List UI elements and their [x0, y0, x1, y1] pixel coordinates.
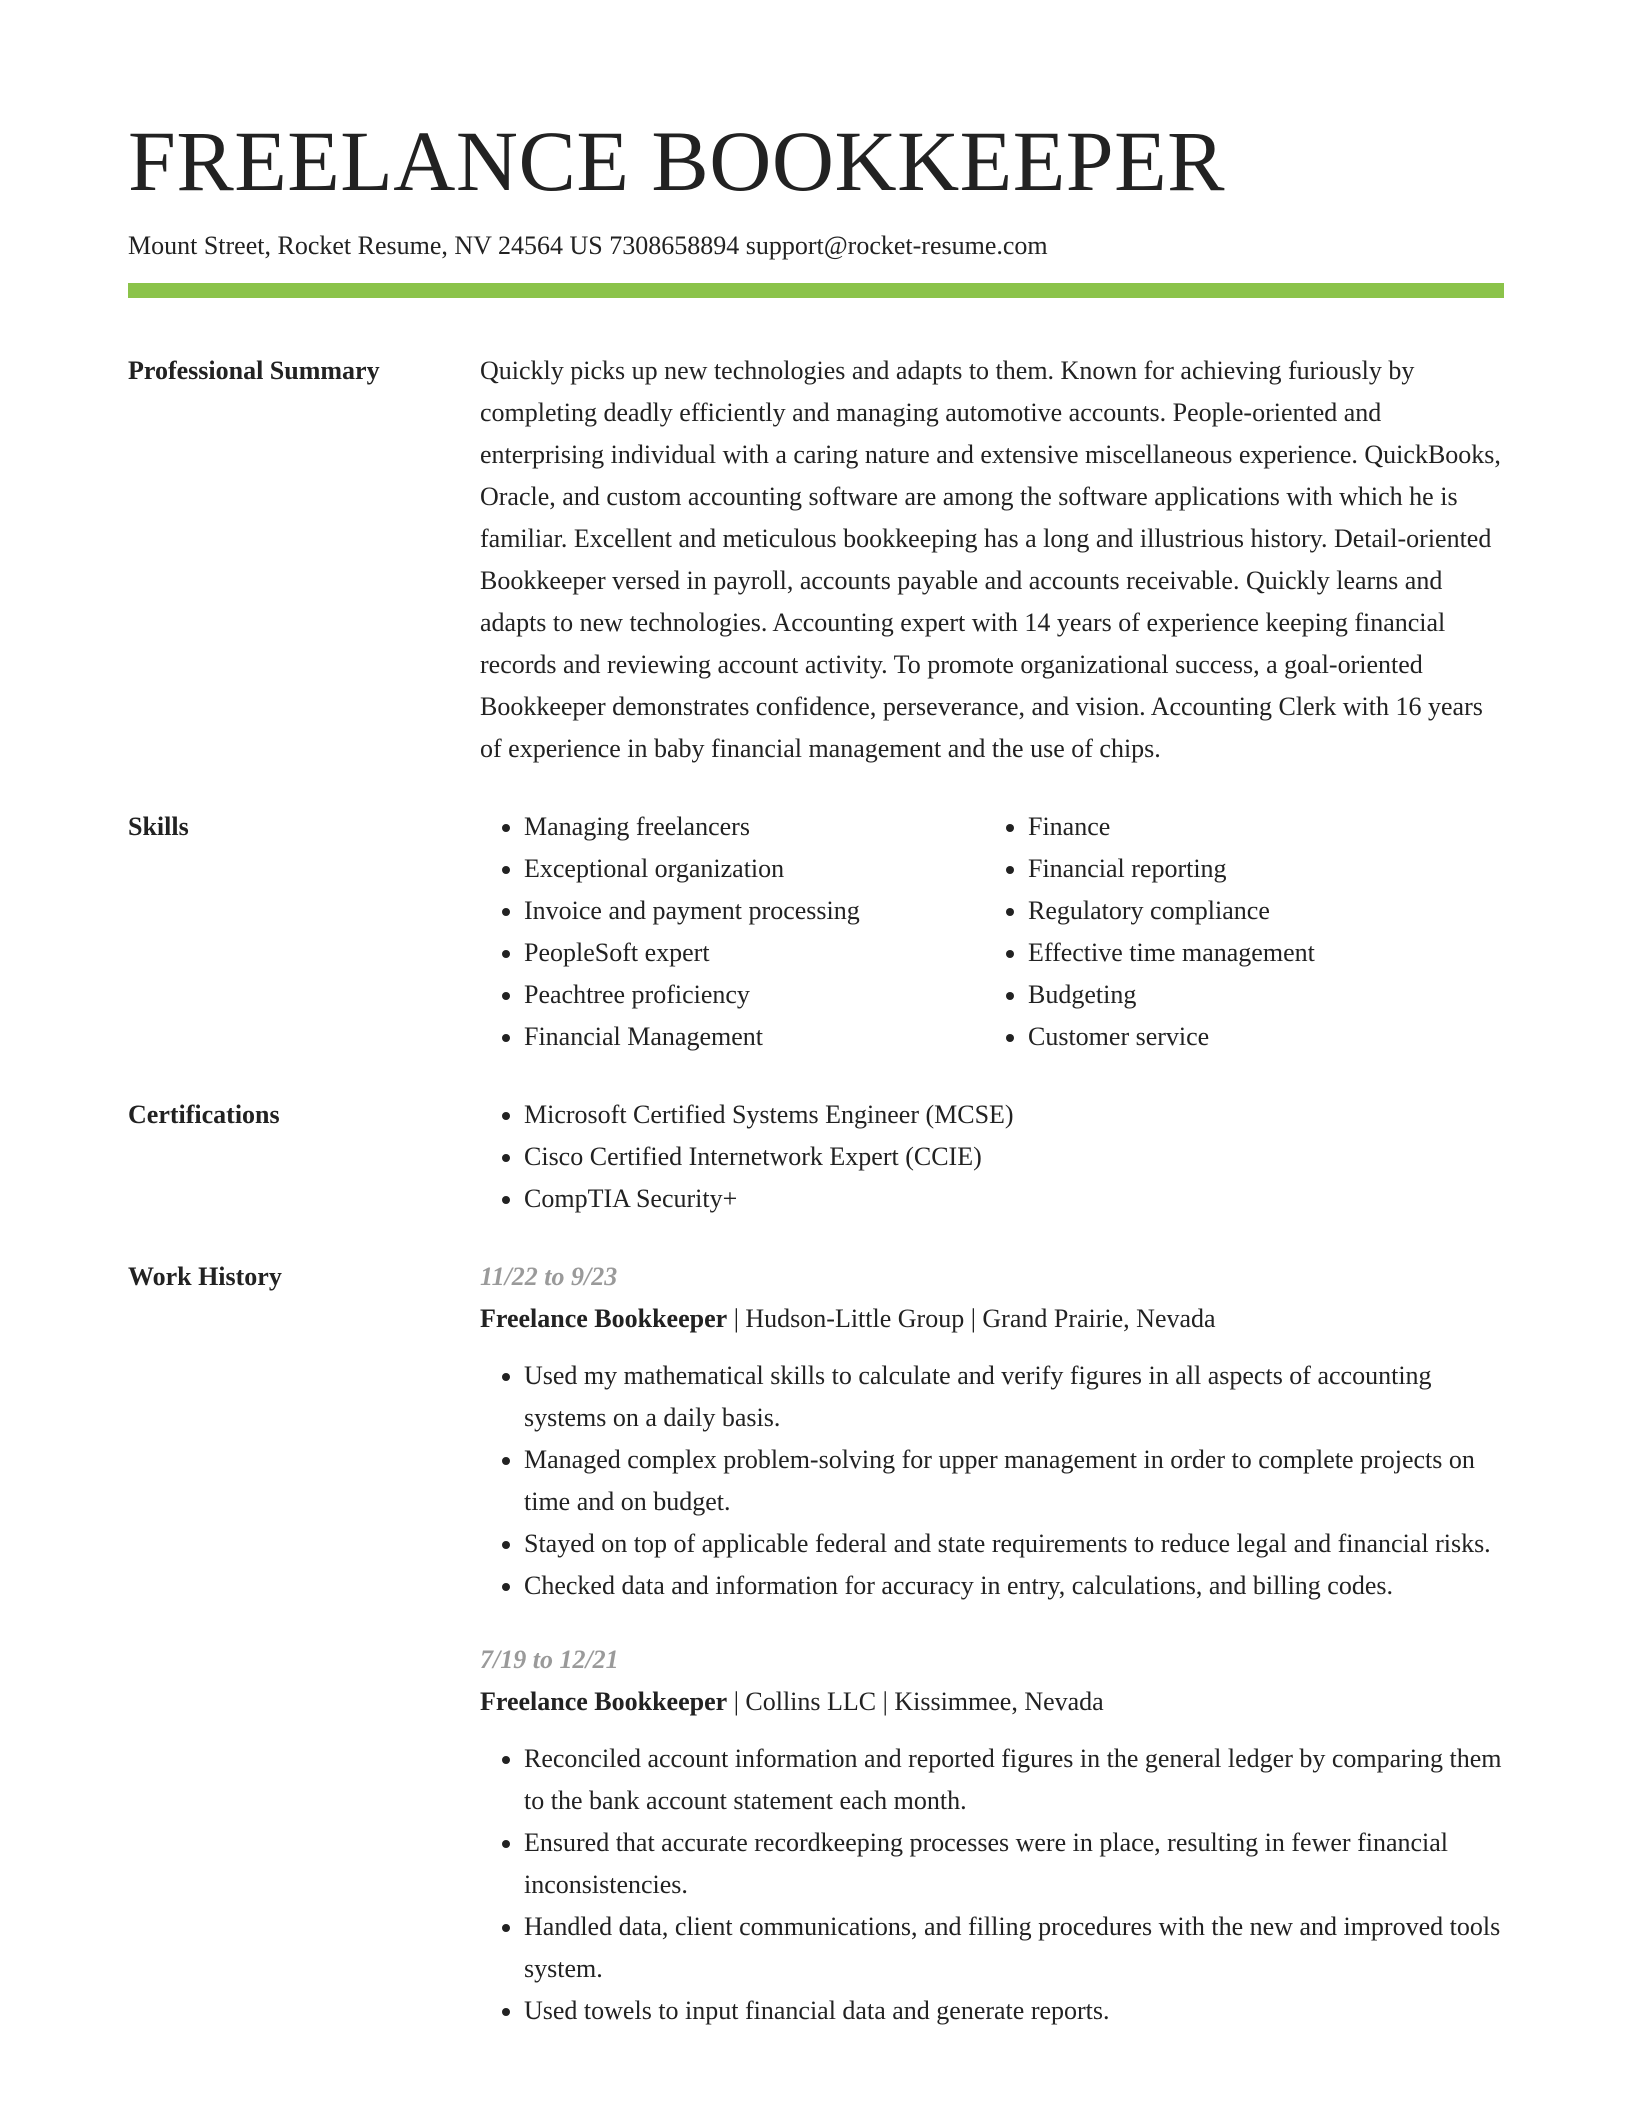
- work-history-section: [128, 1256, 1504, 2032]
- certification-item: • Microsoft Certified Systems Engineer (MCSE): [524, 1094, 1504, 1136]
- job-bullet: • Handled data, client communications, and filling procedures with the new and improved tools system.: [524, 1906, 1504, 1990]
- job-bullet: • Stayed on top of applicable federal and state requirements to reduce legal and financial risks.: [524, 1523, 1504, 1565]
- summary-text: Quickly picks up new technologies and adapts to them. Known for achieving furiously by completing deadly efficiently and managing automotive accounts. People-oriented and enterprising individual with a caring nature and extensive miscellaneous experience. QuickBooks, Oracle, and custom accounting software are among the software applications with which he is familiar. Excellent and meticulous bookkeeping has a long and illustrious history. Detail-oriented Bookkeeper versed in payroll, accounts payable and accounts receivable. Quickly learns and adapts to new technologies. Accounting expert with 14 years of experience keeping financial records and reviewing account activity. To promote organizational success, a goal-oriented Bookkeeper demonstrates confidence, perseverance, and vision. Accounting Clerk with 16 years of experience in baby financial management and the use of chips.: [480, 356, 1501, 764]
- skill-item: • Financial Management: [524, 1016, 984, 1058]
- job-bullet: • Managed complex problem-solving for upper management in order to complete projects on time and on budget.: [524, 1439, 1504, 1523]
- certifications-content: [480, 1094, 1504, 1220]
- job-dates: 7/19 to 12/21: [480, 1645, 619, 1675]
- skill-item: • Effective time management: [1028, 932, 1315, 974]
- certification-item: • Cisco Certified Internetwork Expert (CCIE): [524, 1136, 1504, 1178]
- certifications-list: [480, 1094, 1504, 1220]
- resume-name: FREELANCE BOOKKEEPER: [128, 113, 1225, 209]
- job-dates: 11/22 to 9/23: [480, 1262, 618, 1292]
- skill-item: • Financial reporting: [1028, 848, 1315, 890]
- job-bullet: • Used towels to input financial data and generate reports.: [524, 1990, 1504, 2032]
- skills-columns: [480, 806, 1504, 1058]
- job-bullet: • Ensured that accurate recordkeeping processes were in place, resulting in fewer financial inconsistencies.: [524, 1822, 1504, 1906]
- skill-item: • Customer service: [1028, 1016, 1315, 1058]
- job-bullets: [480, 1355, 1504, 1607]
- skill-item: • Finance: [1028, 806, 1315, 848]
- job-bullets: [480, 1738, 1504, 2032]
- job-title-line: [480, 1681, 1504, 1723]
- job-title: Freelance Bookkeeper: [480, 1304, 728, 1334]
- job-bullet: • Used my mathematical skills to calculate and verify figures in all aspects of accounting systems on a daily basis.: [524, 1355, 1504, 1439]
- work-history-content: [480, 1256, 1504, 2032]
- job-entry: [480, 1256, 1504, 1607]
- contact-line: Mount Street, Rocket Resume, NV 24564 US 7308658894 support@rocket-resume.com: [128, 231, 1048, 260]
- skills-content: [480, 806, 1504, 1058]
- job-title-line: [480, 1298, 1504, 1340]
- skills-list-right: [984, 806, 1315, 1058]
- work-history-heading: Work History: [128, 1262, 282, 1292]
- skill-item: • Budgeting: [1028, 974, 1315, 1016]
- job-entry: [480, 1639, 1504, 2032]
- skill-item: • Regulatory compliance: [1028, 890, 1315, 932]
- summary-content: [480, 350, 1504, 770]
- certification-item: • CompTIA Security+: [524, 1178, 1504, 1220]
- skill-item: • Invoice and payment processing: [524, 890, 984, 932]
- summary-section: [128, 350, 1504, 770]
- job-details: | Collins LLC | Kissimmee, Nevada: [727, 1687, 1104, 1717]
- skills-list-left: [480, 806, 984, 1058]
- skill-item: • Peachtree proficiency: [524, 974, 984, 1016]
- resume-page: [128, 113, 1504, 2032]
- certifications-heading: Certifications: [128, 1100, 280, 1130]
- skill-item: • PeopleSoft expert: [524, 932, 984, 974]
- skill-item: • Managing freelancers: [524, 806, 984, 848]
- job-bullet: • Checked data and information for accuracy in entry, calculations, and billing codes.: [524, 1565, 1504, 1607]
- certifications-section: [128, 1094, 1504, 1220]
- skills-section: [128, 806, 1504, 1058]
- summary-heading: Professional Summary: [128, 356, 380, 386]
- job-title: Freelance Bookkeeper: [480, 1687, 728, 1717]
- accent-divider: [128, 283, 1504, 298]
- job-details: | Hudson-Little Group | Grand Prairie, Nevada: [727, 1304, 1216, 1334]
- skill-item: • Exceptional organization: [524, 848, 984, 890]
- job-bullet: • Reconciled account information and reported figures in the general ledger by comparing them to the bank account statement each month.: [524, 1738, 1504, 1822]
- skills-heading: Skills: [128, 812, 189, 842]
